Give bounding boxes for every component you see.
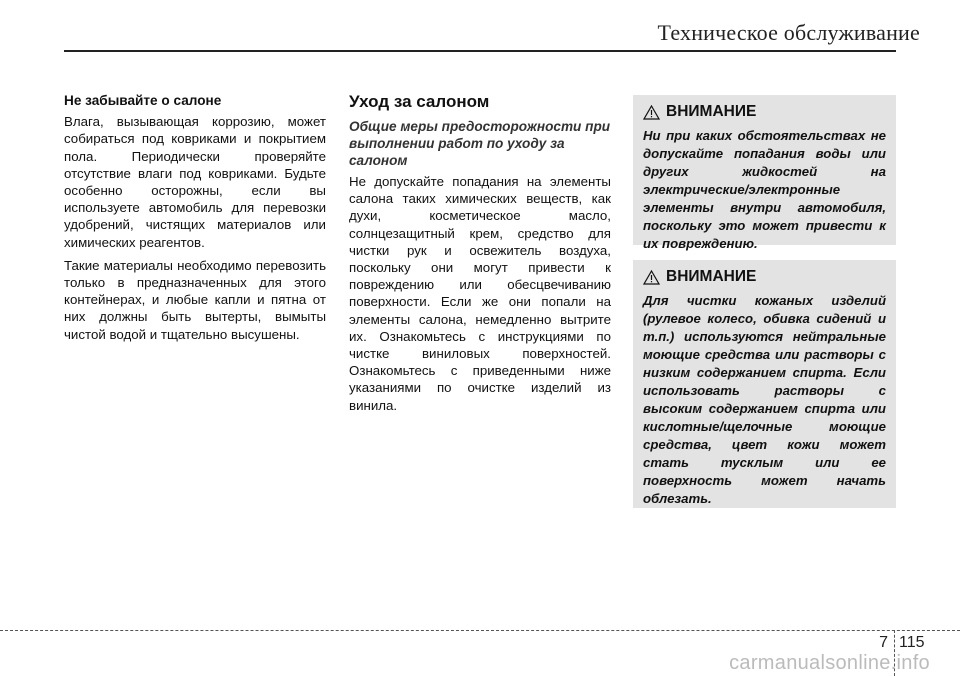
column-middle <box>349 92 611 420</box>
column-left <box>64 92 326 349</box>
warning-title-text: ВНИМАНИЕ <box>666 103 757 120</box>
header-title: Техническое обслуживание <box>657 20 920 45</box>
warning-title <box>643 103 886 121</box>
watermark: carmanualsonline.info <box>729 652 930 674</box>
warning-box <box>633 95 896 251</box>
section-heading: Не забывайте о салоне <box>64 93 222 108</box>
body-paragraph: Такие материалы необходимо перевозить только в предназначенных для этого контейнерах, и любые капли и пятна от них должны быть вытерты, вымыты чистой водой и тщательно высушены. <box>64 257 326 342</box>
header-rule <box>64 50 896 52</box>
chapter-number: 7 <box>879 634 888 651</box>
warning-text: Ни при каких обстоятельствах не допускайте попадания воды или других жидкостей на электрические/электронные элементы внутри автомобиля, поскольку это может привести к их повреждению. <box>643 128 886 251</box>
warning-title <box>643 268 886 286</box>
section-subheading: Общие меры предосторожности при выполнении работ по уходу за салоном <box>349 119 611 168</box>
footer-rule <box>0 630 960 631</box>
page-number: 115 <box>899 634 925 651</box>
section-heading-main: Уход за салоном <box>349 92 490 111</box>
warning-title-text: ВНИМАНИЕ <box>666 268 757 285</box>
body-paragraph: Не допускайте попадания на элементы салона таких химических веществ, как духи, косметическое масло, солнцезащитный крем, средство для чистки рук и освежитель воздуха, поскольку они могут привести к повреждению или обесцвечиванию поверхности. Если же они попали на элементы салона, немедленно вытрите их. Ознакомьтесь с инструкциями по чистке виниловых поверхностей. Ознакомьтесь с приведенными ниже указаниями по очистке изделий из винила. <box>349 174 611 413</box>
warning-text: Для чистки кожаных изделий (рулевое колесо, обивка сидений и т.п.) используются нейтральные моющие средства или растворы с низким содержанием спирта. Если использовать растворы с высоким содержанием спирта или кислотные/щелочные моющие средства, цвет кожи может стать тусклым или ее поверхность может начать облезать. <box>643 293 886 506</box>
warning-triangle-icon <box>643 270 660 285</box>
body-paragraph: Влага, вызывающая коррозию, может собираться под ковриками и покрытием пола. Периодически проверяйте отсутствие влаги под ковриками. Будьте особенно осторожны, если вы используете автомобиль для перевозки удобрений, чистящих материалов или химических реагентов. <box>64 114 326 250</box>
warning-triangle-icon <box>643 105 660 120</box>
warning-box <box>633 260 896 508</box>
